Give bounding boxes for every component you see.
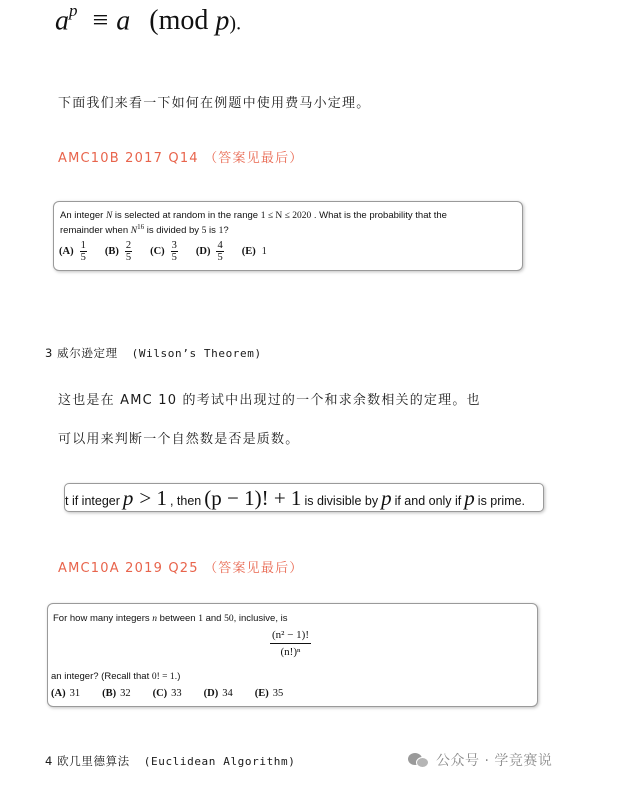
formula-exponent: p	[69, 1, 78, 20]
formula-equiv: ≡	[92, 5, 109, 37]
wilson-theorem-box: t if integer p > 1 , then (p − 1)! + 1 is divisible by p if and only if p is prime.	[64, 483, 544, 512]
section4-en: (Euclidean Algorithm)	[143, 755, 296, 768]
formula-modulus: p	[215, 5, 230, 37]
formula-rhs: a	[116, 5, 131, 37]
wilson-text-line2: 可以用来判断一个自然数是否是质数。	[58, 432, 300, 447]
problem1-options	[59, 240, 285, 263]
problem2-options	[51, 688, 305, 699]
problem1-line1: An integer N is selected at random in the range 1 ≤ N ≤ 2020 . What is the probability that the	[60, 210, 447, 221]
option-e: (E) 35	[254, 688, 284, 699]
problem2-line3: an integer? (Recall that 0! = 1.)	[51, 671, 181, 682]
option-d: (D) 34	[203, 688, 233, 699]
option-a: (A) $\frac{1}{5}$	[59, 240, 86, 263]
option-b: (B) $\frac{2}{5}$	[104, 240, 132, 263]
problem2-fraction: $\frac{\text{(n² − 1)!}}{\text{(n!)ⁿ}}$	[272, 629, 309, 658]
problem1-line2: remainder when $N^{16}$ is divided by 5 is 1?	[60, 223, 229, 237]
intro-text: 下面我们来看一下如何在例题中使用费马小定理。	[58, 96, 371, 111]
section3-title: 3 威尔逊定理	[45, 346, 118, 360]
problem2-box	[47, 603, 538, 707]
fermat-formula	[55, 1, 242, 37]
option-e: (E) 1	[241, 246, 267, 257]
option-c: (C) $\frac{3}{5}$	[150, 240, 177, 263]
section4-heading	[45, 753, 295, 769]
formula-mod: (mod	[149, 5, 209, 37]
option-b: (B) 32	[102, 688, 131, 699]
formula-base: a	[55, 5, 69, 37]
section4-title: 4 欧几里德算法	[45, 754, 130, 768]
section3-heading	[45, 345, 262, 361]
option-c: (C) 33	[152, 688, 182, 699]
problem1-title: AMC10B 2017 Q14 （答案见最后）	[58, 151, 304, 166]
section3-en: (Wilson’s Theorem)	[131, 347, 262, 360]
problem1-box	[53, 201, 523, 271]
problem2-title: AMC10A 2019 Q25 （答案见最后）	[58, 561, 304, 576]
watermark-text: 公众号 · 学竞赛说	[436, 753, 553, 769]
wilson-text-line1: 这也是在 AMC 10 的考试中出现过的一个和求余数相关的定理。也	[58, 393, 481, 408]
wechat-icon	[408, 751, 430, 769]
formula-close: ).	[229, 12, 242, 35]
wechat-watermark	[408, 750, 552, 770]
option-a: (A) 31	[51, 688, 81, 699]
option-d: (D) $\frac{4}{5}$	[195, 240, 223, 263]
problem2-line1: For how many integers n between 1 and 50, inclusive, is	[53, 613, 288, 624]
